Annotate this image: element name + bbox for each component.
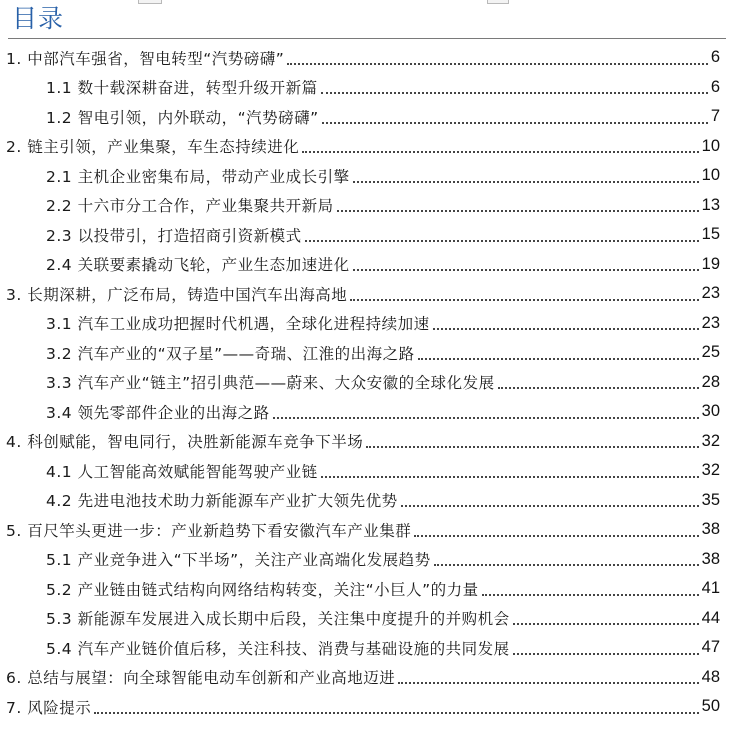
- toc-page-number: 38: [701, 549, 720, 568]
- toc-section-entry[interactable]: [0, 397, 734, 427]
- table-of-contents: [0, 43, 734, 722]
- toc-section-entry[interactable]: [0, 73, 734, 103]
- toc-page-number: 7: [710, 107, 720, 126]
- dot-leader: [287, 63, 708, 65]
- toc-entry-label: 6. 总结与展望：向全球智能电动车创新和产业高地迈进: [6, 669, 396, 688]
- toc-section-entry[interactable]: [0, 191, 734, 221]
- toc-entry-label: 5. 百尺竿头更进一步：产业新趋势下看安徽汽车产业集群: [6, 521, 412, 540]
- toc-chapter-entry[interactable]: [0, 43, 734, 73]
- dot-leader: [350, 299, 698, 301]
- toc-entry-label: 1.2 智电引领，内外联动，“汽势磅礴”: [46, 108, 319, 127]
- dot-leader: [366, 446, 698, 448]
- toc-section-entry[interactable]: [0, 309, 734, 339]
- dot-leader: [353, 181, 699, 183]
- toc-chapter-entry[interactable]: [0, 692, 734, 722]
- toc-section-entry[interactable]: [0, 574, 734, 604]
- toc-entry-label: 2.1 主机企业密集布局，带动产业成长引擎: [46, 167, 350, 186]
- toc-section-entry[interactable]: [0, 102, 734, 132]
- dot-leader: [321, 92, 708, 94]
- toc-page-number: 25: [701, 343, 720, 362]
- toc-entry-label: 3.2 汽车产业的“双子星”——奇瑞、江淮的出海之路: [46, 344, 415, 363]
- toc-section-entry[interactable]: [0, 368, 734, 398]
- dot-leader: [418, 358, 699, 360]
- toc-entry-label: 4.1 人工智能高效赋能智能驾驶产业链: [46, 462, 318, 481]
- toc-section-entry[interactable]: [0, 250, 734, 280]
- dot-leader: [305, 240, 699, 242]
- toc-chapter-entry[interactable]: [0, 427, 734, 457]
- dot-leader: [302, 151, 698, 153]
- dot-leader: [337, 210, 699, 212]
- toc-entry-label: 5.3 新能源车发展进入成长期中后段，关注集中度提升的并购机会: [46, 610, 510, 629]
- toc-page-number: 47: [701, 638, 720, 657]
- toc-section-entry[interactable]: [0, 220, 734, 250]
- toc-entry-label: 3.3 汽车产业“链主”招引典范——蔚来、大众安徽的全球化发展: [46, 374, 495, 393]
- toc-entry-label: 1. 中部汽车强省，智电转型“汽势磅礴”: [6, 49, 285, 68]
- toc-entry-label: 2. 链主引领，产业集聚，车生态持续进化: [6, 138, 300, 157]
- dot-leader: [322, 122, 708, 124]
- toc-entry-label: 2.2 十六市分工合作，产业集聚共开新局: [46, 197, 334, 216]
- page-edge-mark-right: [487, 0, 509, 4]
- toc-page-number: 48: [701, 667, 720, 686]
- toc-page-number: 10: [701, 136, 720, 155]
- dot-leader: [353, 269, 699, 271]
- toc-page-number: 41: [701, 579, 720, 598]
- toc-chapter-entry[interactable]: [0, 279, 734, 309]
- page-edge-mark-left: [138, 0, 162, 4]
- toc-section-entry[interactable]: [0, 545, 734, 575]
- toc-entry-label: 2.3 以投带引，打造招商引资新模式: [46, 226, 302, 245]
- dot-leader: [398, 682, 698, 684]
- toc-page-number: 23: [701, 284, 720, 303]
- toc-page-number: 6: [710, 48, 720, 67]
- dot-leader: [273, 417, 699, 419]
- dot-leader: [498, 387, 699, 389]
- toc-page-number: 6: [710, 77, 720, 96]
- dot-leader: [513, 623, 699, 625]
- toc-page-number: 44: [701, 608, 720, 627]
- toc-page-number: 28: [701, 372, 720, 391]
- toc-chapter-entry[interactable]: [0, 515, 734, 545]
- dot-leader: [513, 653, 699, 655]
- toc-section-entry[interactable]: [0, 604, 734, 634]
- toc-entry-label: 3. 长期深耕，广泛布局，铸造中国汽车出海高地: [6, 285, 348, 304]
- toc-title: 目录: [12, 4, 65, 33]
- toc-entry-label: 4.2 先进电池技术助力新能源车产业扩大领先优势: [46, 492, 398, 511]
- dot-leader: [433, 328, 699, 330]
- toc-entry-label: 4. 科创赋能，智电同行，决胜新能源车竞争下半场: [6, 433, 364, 452]
- toc-page-number: 50: [701, 697, 720, 716]
- toc-section-entry[interactable]: [0, 338, 734, 368]
- toc-entry-label: 5.2 产业链由链式结构向网络结构转变，关注“小巨人”的力量: [46, 580, 479, 599]
- toc-section-entry[interactable]: [0, 633, 734, 663]
- toc-entry-label: 7. 风险提示: [6, 698, 92, 717]
- dot-leader: [94, 712, 698, 714]
- title-divider: [8, 38, 726, 39]
- toc-chapter-entry[interactable]: [0, 663, 734, 693]
- toc-entry-label: 2.4 关联要素撬动飞轮，产业生态加速进化: [46, 256, 350, 275]
- toc-section-entry[interactable]: [0, 486, 734, 516]
- toc-section-entry[interactable]: [0, 456, 734, 486]
- toc-page-number: 35: [701, 490, 720, 509]
- toc-page-number: 23: [701, 313, 720, 332]
- toc-page-number: 10: [701, 166, 720, 185]
- toc-section-entry[interactable]: [0, 161, 734, 191]
- toc-page-number: 19: [701, 254, 720, 273]
- toc-page-number: 13: [701, 195, 720, 214]
- toc-page-number: 15: [701, 225, 720, 244]
- toc-entry-label: 5.4 汽车产业链价值后移，关注科技、消费与基础设施的共同发展: [46, 639, 510, 658]
- dot-leader: [434, 564, 699, 566]
- toc-page-number: 30: [701, 402, 720, 421]
- toc-entry-label: 3.1 汽车工业成功把握时代机遇，全球化进程持续加速: [46, 315, 430, 334]
- toc-entry-label: 5.1 产业竞争进入“下半场”，关注产业高端化发展趋势: [46, 551, 431, 570]
- toc-chapter-entry[interactable]: [0, 132, 734, 162]
- toc-page-number: 32: [701, 431, 720, 450]
- toc-entry-label: 1.1 数十载深耕奋进，转型升级开新篇: [46, 79, 318, 98]
- dot-leader: [401, 505, 699, 507]
- dot-leader: [321, 476, 699, 478]
- dot-leader: [414, 535, 698, 537]
- toc-page-number: 38: [701, 520, 720, 539]
- toc-entry-label: 3.4 领先零部件企业的出海之路: [46, 403, 270, 422]
- dot-leader: [482, 594, 699, 596]
- toc-page-number: 32: [701, 461, 720, 480]
